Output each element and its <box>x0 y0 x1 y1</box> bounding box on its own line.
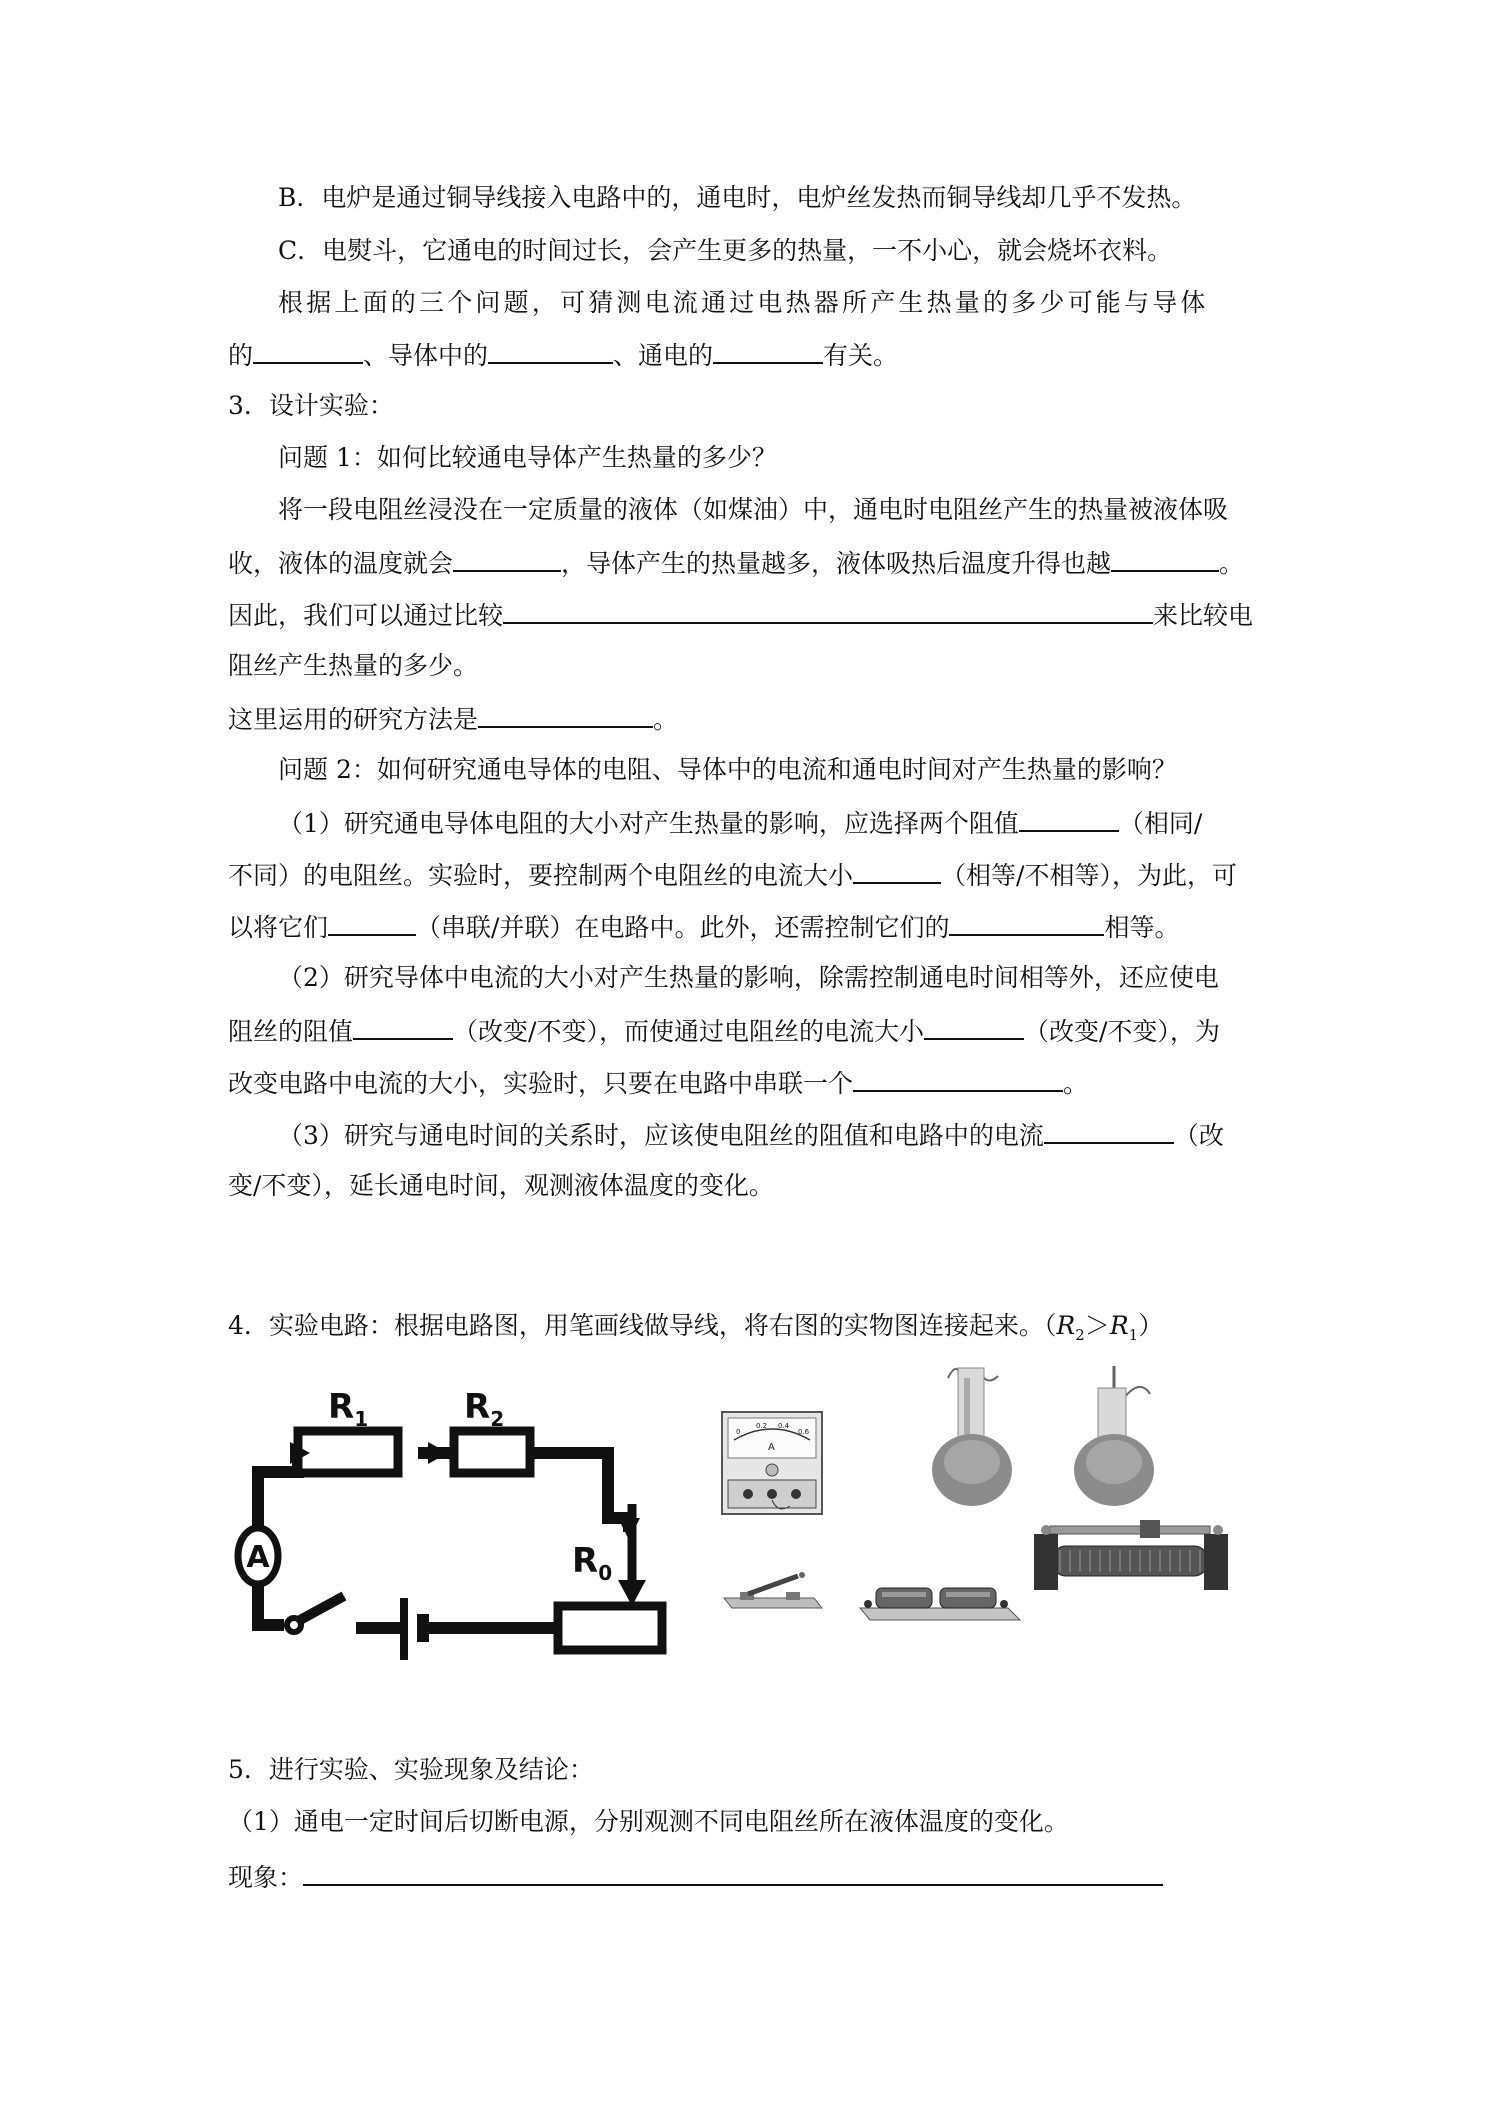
knife-switch-device[interactable] <box>718 1572 828 1617</box>
blank-compare[interactable] <box>503 594 1153 624</box>
blank-current[interactable] <box>488 334 613 364</box>
q1-para-line-1: 将一段电阻丝浸没在一定质量的液体（如煤油）中，通电时电阻丝产生的热量被液体吸 <box>278 495 1229 524</box>
rheostat-end-right <box>1204 1534 1228 1590</box>
label-r2: $R_2$ <box>464 1387 505 1431</box>
guess-line-2 <box>228 334 1488 374</box>
flask-1[interactable] <box>928 1358 1018 1508</box>
q1-text-a: 收，液体的温度就会 <box>228 549 454 578</box>
q1-text-e: 来比较电 <box>1153 601 1254 630</box>
s3-text-b: （改 <box>1173 1121 1224 1150</box>
guess-text-4: 有关。 <box>823 341 899 370</box>
s2-text-d: 改变电路中电流的大小，实验时，只要在电路中串联一个 <box>228 1069 854 1098</box>
battery-box-device[interactable] <box>858 1578 1023 1622</box>
method-text-b: 。 <box>653 705 679 734</box>
scale-0: 0 <box>736 1428 741 1436</box>
s1-line-3 <box>228 906 1488 946</box>
blank-series-device[interactable] <box>853 1062 1063 1092</box>
method-text-a: 这里运用的研究方法是 <box>228 705 479 734</box>
section3-heading: 3．设计实验： <box>228 391 394 420</box>
s1-text-c: 不同）的电阻丝。实验时，要控制两个电阻丝的电流大小 <box>228 861 854 890</box>
blank-resistance-change[interactable] <box>353 1010 453 1040</box>
cond-close: ） <box>1138 1311 1164 1340</box>
section4-line <box>228 1306 1488 1346</box>
switch-base <box>724 1598 822 1608</box>
battery-terminal-neg[interactable] <box>864 1600 872 1608</box>
ammeter-terminal-2[interactable] <box>767 1489 777 1499</box>
cond-r2: R <box>1056 1311 1076 1340</box>
blank-resistance-value[interactable] <box>1019 802 1119 832</box>
rheostat-r0-body <box>558 1606 662 1650</box>
guess-text-2: 、导体中的 <box>363 341 489 370</box>
scale-2: 0.4 <box>778 1422 790 1430</box>
s2-text-a: 阻丝的阻值 <box>228 1017 354 1046</box>
s3-text-a: （3）研究与通电时间的关系时，应该使电阻丝的阻值和电路中的电流 <box>278 1121 1044 1150</box>
ammeter-label: A <box>246 1540 270 1575</box>
blank-control-var[interactable] <box>949 906 1104 936</box>
phenomenon-line <box>228 1856 1488 1896</box>
label-r1: $R_1$ <box>328 1387 369 1431</box>
s2-line-2 <box>228 1010 1488 1050</box>
scale-3: 0.6 <box>798 1428 810 1436</box>
guess-line-1: 根据上面的三个问题，可猜测电流通过电热器所产生热量的多少可能与导体 <box>278 288 1209 317</box>
guess-text-1: 的 <box>228 341 254 370</box>
battery-cell-1 <box>876 1588 932 1608</box>
s1-text-d: （相等/不相等），为此，可 <box>941 861 1237 890</box>
s3-line-2: 变/不变），延长通电时间，观测液体温度的变化。 <box>228 1171 774 1200</box>
blank-method[interactable] <box>478 698 653 728</box>
s1-text-a: （1）研究通电导体电阻的大小对产生热量的影响，应选择两个阻值 <box>278 809 1019 838</box>
q1-text-c: 。 <box>1219 549 1245 578</box>
option-c-line: C．电熨斗，它通电的时间过长，会产生更多的热量，一不小心，就会烧坏衣料。 <box>278 236 1173 265</box>
blank-resistance[interactable] <box>253 334 363 364</box>
s1-text-f: （串联/并联）在电路中。此外，还需控制它们的 <box>416 913 950 942</box>
rheostat-end-left <box>1034 1534 1058 1590</box>
ammeter-unit: A <box>768 1442 775 1453</box>
ammeter-terminal-1[interactable] <box>743 1489 753 1499</box>
scale-1: 0.2 <box>756 1422 768 1430</box>
s2-line-3 <box>228 1062 1488 1102</box>
switch-blade <box>300 1596 344 1620</box>
s1-text-e: 以将它们 <box>228 913 329 942</box>
blank-series-parallel[interactable] <box>328 906 416 936</box>
blank-current-equal[interactable] <box>853 854 941 884</box>
switch-lever[interactable] <box>748 1576 798 1594</box>
s2-text-c: （改变/不变），为 <box>1023 1017 1220 1046</box>
s1-text-b: （相同/ <box>1118 809 1203 838</box>
guess-text-3: 、通电的 <box>613 341 714 370</box>
blank-time[interactable] <box>713 334 823 364</box>
circuit-diagram <box>228 1370 668 1690</box>
switch-pivot <box>287 1618 301 1632</box>
cond-gt: ＞ <box>1084 1311 1110 1340</box>
section5-item-1: （1）通电一定时间后切断电源，分别观测不同电阻丝所在液体温度的变化。 <box>228 1807 1069 1836</box>
rheostat-rod <box>1050 1526 1210 1534</box>
ammeter-terminal-3[interactable] <box>791 1489 801 1499</box>
q1-text-b: ，导体产生的热量越多，液体吸热后温度升得也越 <box>561 549 1112 578</box>
rheostat-device[interactable] <box>1030 1520 1235 1595</box>
q1-text-d: 因此，我们可以通过比较 <box>228 601 504 630</box>
s2-text-e: 。 <box>1063 1069 1089 1098</box>
battery-cell-2 <box>940 1588 996 1608</box>
flask-2[interactable] <box>1068 1358 1163 1508</box>
option-b-line: B．电炉是通过铜导线接入电路中的，通电时，电炉丝发热而铜导线却几乎不发热。 <box>278 183 1197 212</box>
s2-text-b: （改变/不变），而使通过电阻丝的电流大小 <box>453 1017 924 1046</box>
rheostat-slider-knob[interactable] <box>1140 1520 1160 1538</box>
section4-text: 4．实验电路：根据电路图，用笔画线做导线，将右图的实物图连接起来。（ <box>228 1311 1057 1340</box>
phenomenon-label: 现象： <box>228 1863 304 1892</box>
blank-phenomenon[interactable] <box>303 1856 1163 1886</box>
blank-current-change[interactable] <box>924 1010 1024 1040</box>
q1-para-line-2 <box>228 542 1488 582</box>
s3-line-1 <box>278 1114 1488 1154</box>
resistor-r2-body <box>454 1431 530 1473</box>
q1-para-line-4: 阻丝产生热量的多少。 <box>228 651 479 680</box>
section5-heading: 5．进行实验、实验现象及结论： <box>228 1755 594 1784</box>
blank-temp-degree[interactable] <box>1111 542 1219 572</box>
battery-board <box>860 1608 1020 1620</box>
q1-para-line-3 <box>228 594 1488 634</box>
blank-temp-change[interactable] <box>453 542 561 572</box>
cond-r2-sub: 2 <box>1075 1326 1085 1344</box>
battery-terminal-pos[interactable] <box>1000 1600 1008 1608</box>
s1-line-2 <box>228 854 1488 894</box>
ammeter-device[interactable] <box>720 1410 825 1520</box>
question-1: 问题 1：如何比较通电导体产生热量的多少？ <box>278 443 777 472</box>
blank-time-control[interactable] <box>1044 1114 1174 1144</box>
s1-text-g: 相等。 <box>1104 913 1180 942</box>
method-line <box>228 698 1488 738</box>
resistor-r1-body <box>298 1431 398 1473</box>
s1-line-1 <box>278 802 1488 842</box>
s2-line-1: （2）研究导体中电流的大小对产生热量的影响，除需控制通电时间相等外，还应使电 <box>278 963 1219 992</box>
current-arrow-2 <box>428 1442 448 1464</box>
cond-r1: R <box>1109 1311 1129 1340</box>
cond-r1-sub: 1 <box>1128 1326 1139 1344</box>
label-r0: $R_0$ <box>572 1541 613 1585</box>
question-2: 问题 2：如何研究通电导体的电阻、导体中的电流和通电时间对产生热量的影响？ <box>278 755 1177 784</box>
